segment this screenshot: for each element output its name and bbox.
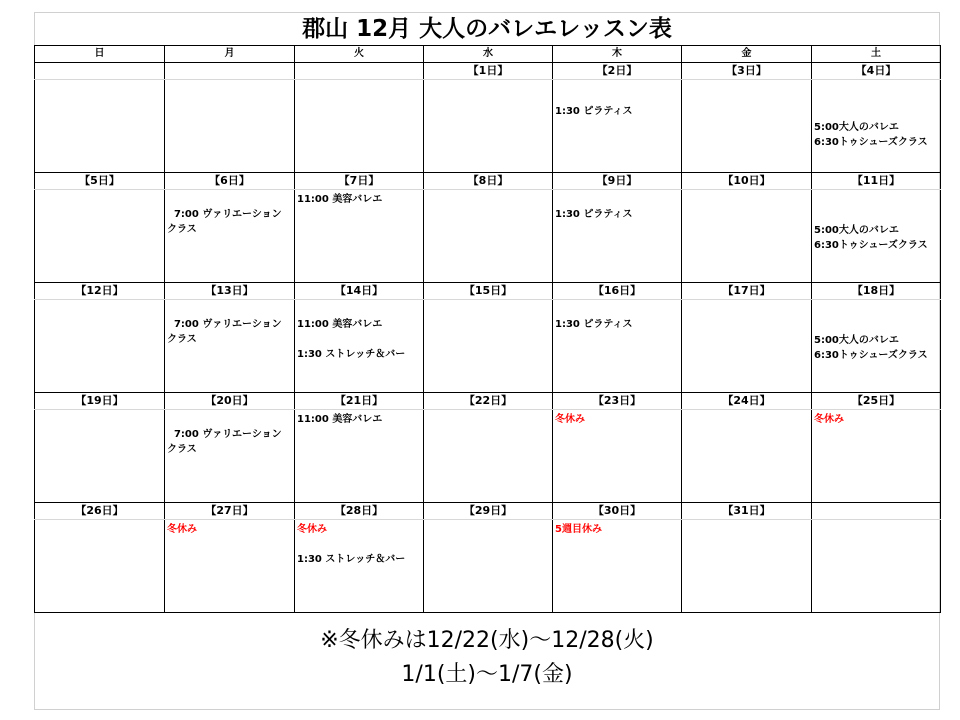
day-number: 【6日】 — [165, 173, 295, 190]
day-cell — [553, 80, 682, 173]
events-row — [35, 300, 941, 393]
day-number: 【22日】 — [424, 393, 553, 410]
day-cell — [682, 80, 812, 173]
day-cell — [165, 300, 295, 393]
day-cell — [812, 80, 941, 173]
lesson-entry: 7:00 ヴァリエーションクラス — [167, 429, 282, 455]
holiday-note-line-1: ※冬休みは12/22(水)～12/28(火) — [320, 628, 654, 653]
day-number: 【2日】 — [553, 63, 682, 80]
weekday-thu: 木 — [553, 46, 682, 63]
events-row — [35, 410, 941, 503]
calendar-body — [35, 46, 941, 613]
day-number: 【14日】 — [295, 283, 424, 300]
day-number: 【15日】 — [424, 283, 553, 300]
day-number: 【25日】 — [812, 393, 941, 410]
day-number: 【12日】 — [35, 283, 165, 300]
day-number: 【30日】 — [553, 503, 682, 520]
day-cell — [424, 520, 553, 613]
lesson-entry: 7:00 ヴァリエーションクラス — [167, 209, 282, 235]
day-cell — [553, 190, 682, 283]
holiday-label: 冬休み — [297, 524, 327, 535]
day-number: 【13日】 — [165, 283, 295, 300]
day-cell — [682, 410, 812, 503]
day-cell — [812, 300, 941, 393]
day-number: 【16日】 — [553, 283, 682, 300]
day-number: 【17日】 — [682, 283, 812, 300]
weekday-sat: 土 — [812, 46, 941, 63]
events-row — [35, 520, 941, 613]
calendar-table — [34, 45, 941, 613]
day-cell — [295, 300, 424, 393]
day-cell — [295, 190, 424, 283]
day-number — [812, 503, 941, 520]
day-cell — [165, 80, 295, 173]
lesson-entry: 11:00 美容バレエ — [297, 319, 383, 330]
weekday-fri: 金 — [682, 46, 812, 63]
day-number: 【5日】 — [35, 173, 165, 190]
day-cell — [165, 410, 295, 503]
day-cell — [424, 190, 553, 283]
weekday-mon: 月 — [165, 46, 295, 63]
lesson-entry: 1:30 ストレッチ＆バー — [297, 554, 406, 565]
day-cell — [553, 410, 682, 503]
day-cell — [35, 190, 165, 283]
day-number: 【23日】 — [553, 393, 682, 410]
lesson-entry: 11:00 美容バレエ — [297, 414, 383, 425]
lesson-entry: 5:00大人のバレエ — [814, 122, 899, 133]
day-cell — [553, 300, 682, 393]
day-cell — [424, 410, 553, 503]
day-number: 【29日】 — [424, 503, 553, 520]
day-number: 【1日】 — [424, 63, 553, 80]
day-cell — [682, 190, 812, 283]
day-cell — [35, 300, 165, 393]
lesson-entry: 5:00大人のバレエ — [814, 335, 899, 346]
day-number: 【3日】 — [682, 63, 812, 80]
weekday-tue: 火 — [295, 46, 424, 63]
day-cell — [35, 80, 165, 173]
day-cell — [553, 520, 682, 613]
day-number: 【8日】 — [424, 173, 553, 190]
holiday-label: 冬休み — [555, 414, 585, 425]
day-number-row — [35, 63, 941, 80]
day-cell — [295, 410, 424, 503]
lesson-entry: 6:30トゥシューズクラス — [814, 240, 928, 251]
day-number: 【27日】 — [165, 503, 295, 520]
lesson-entry: 1:30 ピラティス — [555, 319, 633, 330]
day-number: 【31日】 — [682, 503, 812, 520]
lesson-entry: 7:00 ヴァリエーションクラス — [167, 319, 282, 345]
day-number: 【11日】 — [812, 173, 941, 190]
lesson-entry: 1:30 ピラティス — [555, 209, 633, 220]
page-title: 郡山 12月 大人のバレエレッスン表 — [302, 16, 672, 42]
day-cell — [424, 300, 553, 393]
day-number: 【20日】 — [165, 393, 295, 410]
day-number: 【9日】 — [553, 173, 682, 190]
day-cell — [682, 520, 812, 613]
day-cell — [295, 80, 424, 173]
lesson-entry: 1:30 ピラティス — [555, 106, 633, 117]
holiday-label: 冬休み — [167, 524, 197, 535]
day-number-row — [35, 503, 941, 520]
events-row — [35, 80, 941, 173]
day-cell — [165, 520, 295, 613]
weekday-wed: 水 — [424, 46, 553, 63]
lesson-entry: 11:00 美容バレエ — [297, 194, 383, 205]
events-row — [35, 190, 941, 283]
day-number: 【4日】 — [812, 63, 941, 80]
day-number — [165, 63, 295, 80]
day-number-row — [35, 283, 941, 300]
holiday-label: 冬休み — [814, 414, 844, 425]
day-number: 【19日】 — [35, 393, 165, 410]
day-number: 【10日】 — [682, 173, 812, 190]
holiday-label: 5週目休み — [555, 524, 602, 535]
lesson-entry: 6:30トゥシューズクラス — [814, 350, 928, 361]
day-number: 【28日】 — [295, 503, 424, 520]
weekday-sun: 日 — [35, 46, 165, 63]
day-number-row — [35, 393, 941, 410]
day-cell — [812, 520, 941, 613]
day-number: 【26日】 — [35, 503, 165, 520]
day-number — [35, 63, 165, 80]
day-cell — [35, 520, 165, 613]
holiday-note-line-2: 1/1(土)～1/7(金) — [401, 662, 573, 687]
day-number: 【24日】 — [682, 393, 812, 410]
day-cell — [812, 410, 941, 503]
lesson-entry: 6:30トゥシューズクラス — [814, 137, 928, 148]
day-number-row — [35, 173, 941, 190]
day-cell — [165, 190, 295, 283]
day-number — [295, 63, 424, 80]
day-number: 【7日】 — [295, 173, 424, 190]
holiday-note — [34, 624, 940, 692]
day-cell — [682, 300, 812, 393]
day-cell — [424, 80, 553, 173]
day-number: 【21日】 — [295, 393, 424, 410]
day-cell — [812, 190, 941, 283]
day-cell — [295, 520, 424, 613]
weekday-header-row — [35, 46, 941, 63]
lesson-entry: 5:00大人のバレエ — [814, 225, 899, 236]
day-number: 【18日】 — [812, 283, 941, 300]
lesson-entry: 1:30 ストレッチ＆バー — [297, 349, 406, 360]
day-cell — [35, 410, 165, 503]
